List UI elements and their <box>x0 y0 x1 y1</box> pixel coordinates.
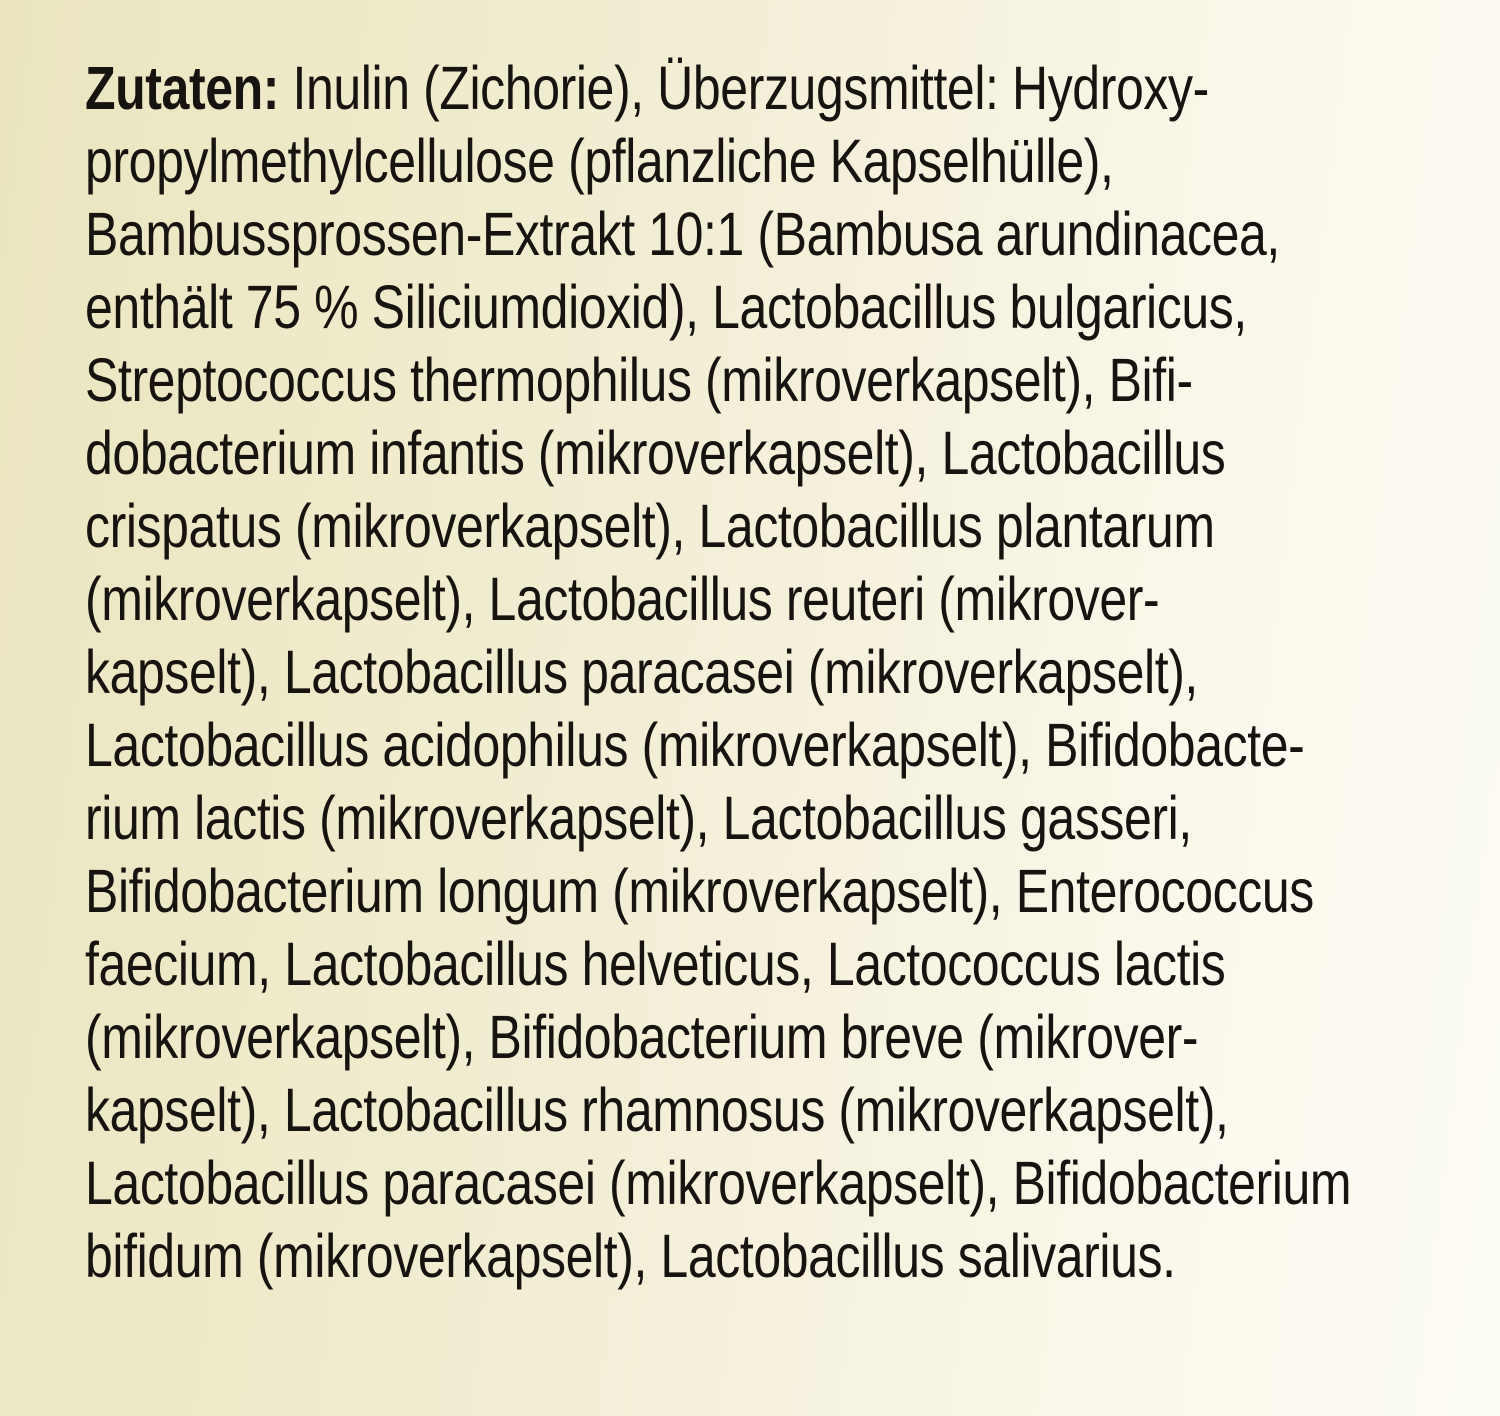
ingredients-line-text: Inulin (Zichorie), Überzugsmittel: Hydroxy- <box>278 54 1209 122</box>
ingredients-line: (mikroverkapselt), Lactobacillus reuteri (mikrover- <box>85 565 1160 633</box>
ingredients-line: bifidum (mikroverkapselt), Lactobacillus salivarius. <box>85 1222 1176 1290</box>
ingredients-line <box>85 52 1245 125</box>
ingredients-line: kapselt), Lactobacillus rhamnosus (mikroverkapselt), <box>85 1076 1229 1144</box>
ingredients-heading: Zutaten: <box>85 54 279 122</box>
ingredients-line: Streptococcus thermophilus (mikroverkapselt), Bifi- <box>85 346 1193 414</box>
ingredients-line: Bambussprossen-Extrakt 10:1 (Bambusa arundinacea, <box>85 200 1280 268</box>
ingredients-line: faecium, Lactobacillus helveticus, Lactococcus lactis <box>85 930 1226 998</box>
ingredients-line: propylmethylcellulose (pflanzliche Kapselhülle), <box>85 127 1114 195</box>
ingredients-line: rium lactis (mikroverkapselt), Lactobacillus gasseri, <box>85 784 1192 852</box>
ingredients-line: (mikroverkapselt), Bifidobacterium breve (mikrover- <box>85 1003 1199 1071</box>
ingredients-line: Lactobacillus paracasei (mikroverkapselt), Bifidobacterium <box>85 1149 1352 1217</box>
ingredients-line: kapselt), Lactobacillus paracasei (mikroverkapselt), <box>85 638 1198 706</box>
ingredients-line: crispatus (mikroverkapselt), Lactobacillus plantarum <box>85 492 1215 560</box>
ingredients-line: enthält 75 % Siliciumdioxid), Lactobacillus bulgaricus, <box>85 273 1247 341</box>
ingredients-line: dobacterium infantis (mikroverkapselt), Lactobacillus <box>85 419 1226 487</box>
ingredients-line: Bifidobacterium longum (mikroverkapselt), Enterococcus <box>85 857 1314 925</box>
ingredients-line: Lactobacillus acidophilus (mikroverkapselt), Bifidobacte- <box>85 711 1305 779</box>
